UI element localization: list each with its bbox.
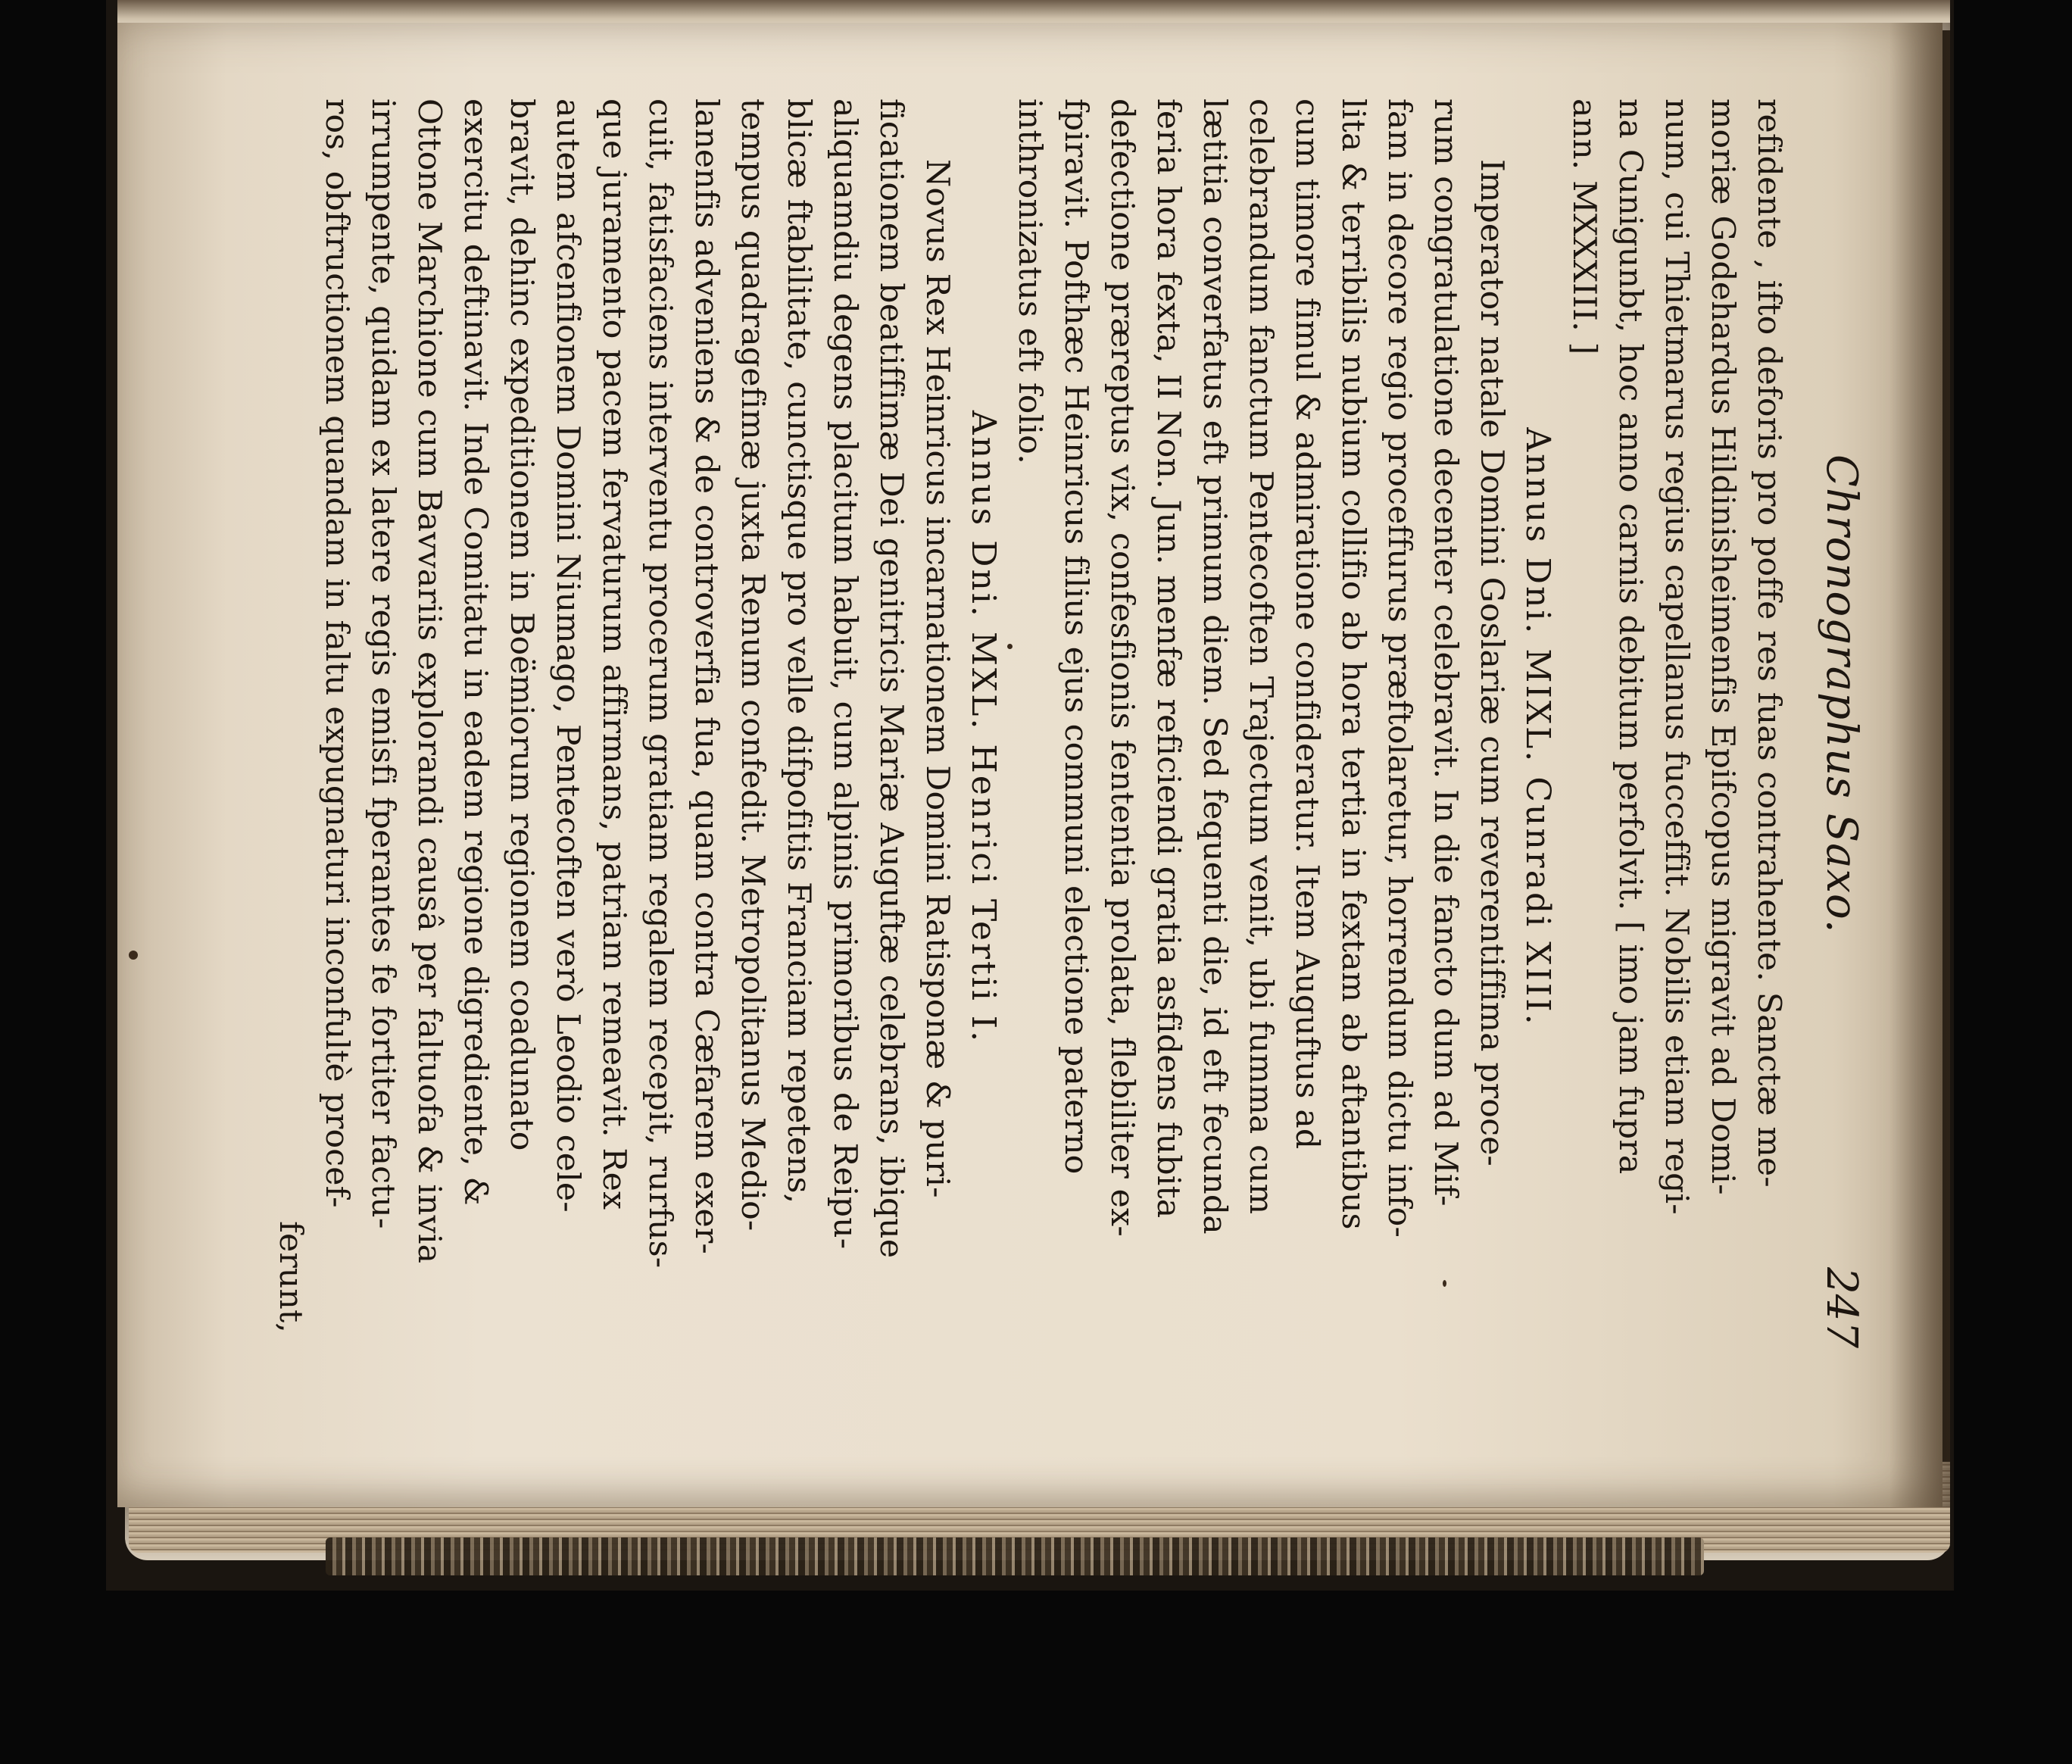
text-line: cuit, fatisfaciens interventu procerum gratiam regalem recepit, rurfus- — [641, 98, 679, 1269]
text-line: fam in decore regio proceffurus præftolaretur, horrendum dictu info- — [1381, 98, 1418, 1238]
paper-speck — [129, 951, 138, 960]
text-line: num, cui Thietmarus regius capellanus fucceffit. Nobilis etiam regi- — [1658, 98, 1695, 1215]
page-gutter-shadow — [1889, 23, 1950, 1507]
text-line: lita & terribilis nubium collifio ab hora tertia in fextam ab aftantibus — [1334, 98, 1371, 1230]
text-line: inthronizatus eft folio. — [1011, 98, 1048, 464]
year-heading: Annus Dni. MIXL. Cunradi XIII. — [1518, 427, 1557, 1027]
text-line: ann. MXXXIII. ] — [1565, 98, 1602, 355]
text-line: bravit, dehinc expeditionem in Boëmiorum regionem coadunato — [503, 98, 540, 1151]
text-line: defectione præreptus vix, confesfionis fententia prolata, flebiliter ex- — [1103, 98, 1141, 1237]
year-heading: Annus Dni. MXL. Henrici Tertii I. — [964, 410, 1003, 1044]
text-line: autem afcenfionem Domini Niumago, Pentecoften verò Leodio cele- — [549, 98, 586, 1213]
marbled-edge — [326, 1538, 1704, 1575]
text-line: exercitu deftinavit. Inde Comitatu in eadem regione digrediente, & — [457, 98, 494, 1206]
text-line: feria hora fexta, II Non. Jun. menfæ reficiendi gratia asfidens fubita — [1150, 98, 1187, 1219]
text-line: lanenfis adveniens & de controverfia fua, quam contra Cæfarem exer- — [688, 98, 725, 1254]
text-line: na Cunigunbt, hoc anno carnis debitum perfolvit. [ imo jam fupra — [1612, 98, 1649, 1175]
catchword: ferunt, — [272, 1221, 309, 1333]
text-line: lætitia converfatus eft primum diem. Sed fequenti die, id eft fecunda — [1196, 98, 1233, 1235]
text-line: Novus Rex Heinricus incarnationem Domini Ratisponæ & puri- — [919, 159, 956, 1198]
text-line: blicæ ftabilitate, cunctisque pro velle difpofitis Franciam repetens, — [780, 98, 817, 1204]
page-number: 247 — [1817, 1267, 1866, 1348]
running-head — [1810, 98, 1871, 1356]
rotated-page-content — [272, 98, 1871, 1356]
text-line: Ottone Marchione cum Bavvariis explorandi causâ per faltuofa & invia — [410, 98, 448, 1264]
text-line: refidente , ifto deforis pro poffe res fuas contrahente. Sanctæ me- — [1750, 98, 1787, 1188]
text-line: Imperator natale Domini Goslariæ cum reverentiffima proce- — [1473, 159, 1510, 1166]
text-line: celebrandum fanctum Pentecoften Trajectum venit, ubi fumma cum — [1242, 98, 1279, 1215]
text-line: aliquamdiu degens placitum habuit, cum alpinis primoribus de Reipu- — [826, 98, 863, 1250]
text-line: que juramento pacem fervaturum affirmans, patriam remeavit. Rex — [595, 98, 632, 1210]
text-line: ficationem beatiffimæ Dei genitricis Mariæ Auguftæ celebrans, ibique — [872, 98, 910, 1259]
text-line: moriæ Godehardus Hildinisheimenfis Epifcopus migravit ad Domi- — [1704, 98, 1741, 1195]
text-line: irrumpente, quidam ex latere regis emisfi fperantes fe fortiter factu- — [364, 98, 401, 1229]
body-text — [267, 98, 1792, 1356]
running-head-title: Chronographus Saxo. — [1817, 454, 1866, 934]
text-line: rum congratulatione decenter celebravit. In die fancto dum ad Mif- — [1427, 98, 1464, 1207]
text-line: ros, obftructionem quandam in faltu expugnaturi inconfultè procef- — [318, 98, 355, 1208]
text-line: tempus quadragefimæ juxta Renum confedit. Metropolitanus Medio- — [734, 98, 771, 1232]
text-line: fpiravit. Pofthæc Heinricus filius ejus communi electione paterno — [1057, 98, 1094, 1175]
text-line: cum timore fimul & admiratione confideratur. Item Auguftus ad — [1288, 98, 1325, 1150]
